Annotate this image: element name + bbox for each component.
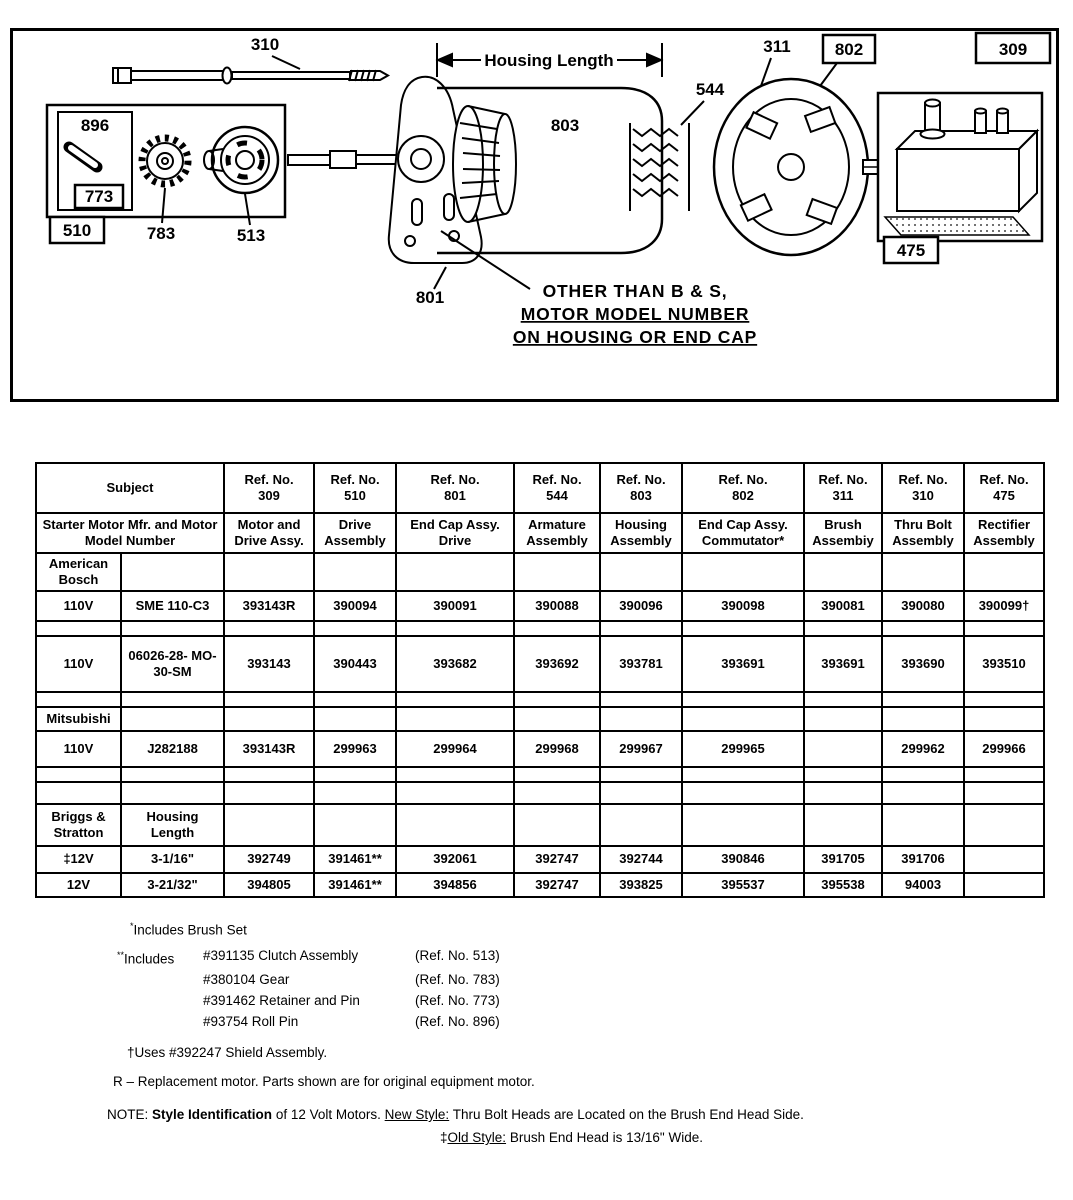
part-number-cell: 393143R [224, 591, 314, 621]
part-number-cell [964, 804, 1044, 846]
part-number-cell: 392744 [600, 846, 682, 873]
label-housing-length: Housing Length [484, 51, 614, 70]
row-model: 3-1/16" [121, 846, 224, 873]
label-310: 310 [250, 35, 280, 54]
row-label [36, 782, 121, 804]
column-ref-label: Ref. No. [718, 471, 768, 487]
row-label [36, 767, 121, 782]
footnote-include-row [117, 1011, 1045, 1032]
footnote-part: #380104 Gear [203, 972, 290, 987]
part-number-cell [682, 707, 804, 731]
part-number-cell: 393691 [804, 636, 882, 692]
column-header [804, 463, 882, 513]
part-number-cell: 390846 [682, 846, 804, 873]
part-number-cell [804, 553, 882, 591]
part-number-cell [514, 804, 600, 846]
part-number-cell [224, 707, 314, 731]
part-number-cell [314, 692, 396, 707]
part-number-cell: 390443 [314, 636, 396, 692]
row-model [121, 692, 224, 707]
part-number-cell [224, 804, 314, 846]
part-number-cell: 94003 [882, 873, 964, 897]
part-number-cell [396, 804, 514, 846]
label-475: 475 [896, 241, 926, 260]
footnote-mark: ** [117, 949, 125, 960]
part-number-cell [882, 707, 964, 731]
diagram-note-line3: ON HOUSING OR END CAP [512, 327, 758, 347]
row-label: 12V [36, 873, 121, 897]
part-number-cell [882, 804, 964, 846]
part-number-cell: 393781 [600, 636, 682, 692]
column-ref-number: 309 [258, 488, 280, 503]
diagram-svg [13, 31, 1056, 399]
column-name-header: End Cap Assy. Commutator* [682, 513, 804, 553]
label-311: 311 [763, 37, 791, 56]
part-number-cell [600, 782, 682, 804]
part-number-cell [314, 621, 396, 636]
row-label [36, 692, 121, 707]
row-model [121, 707, 224, 731]
row-model [121, 553, 224, 591]
part-number-cell: 393143 [224, 636, 314, 692]
note-rest: Thru Bolt Heads are Located on the Brush End Head Side. [452, 1107, 804, 1122]
column-ref-label: Ref. No. [330, 471, 380, 487]
commutator-end-cap-drawing [714, 79, 885, 255]
note-bold: Style Identification [152, 1107, 273, 1122]
part-number-cell: 390094 [314, 591, 396, 621]
row-model [121, 782, 224, 804]
column-name-header: Brush Assembiy [804, 513, 882, 553]
part-number-cell [882, 767, 964, 782]
part-number-cell [600, 692, 682, 707]
row-model [121, 621, 224, 636]
part-number-cell [396, 621, 514, 636]
part-number-cell: 390080 [882, 591, 964, 621]
note2-old-style: Old Style: [447, 1130, 507, 1145]
part-number-cell: 395537 [682, 873, 804, 897]
thru-bolt-drawing [113, 68, 388, 84]
row-model: 06026-28- MO-30-SM [121, 636, 224, 692]
subject-header: Subject [36, 463, 224, 513]
part-number-cell [396, 692, 514, 707]
style-identification-note [107, 1104, 1045, 1125]
column-header [314, 463, 396, 513]
drive-assembly-inset [47, 105, 285, 245]
part-number-cell: 299962 [882, 731, 964, 767]
row-model: 3-21/32" [121, 873, 224, 897]
footnote-ref: (Ref. No. 773) [415, 993, 500, 1008]
part-number-cell [600, 553, 682, 591]
part-number-cell [804, 621, 882, 636]
column-ref-label: Ref. No. [898, 471, 948, 487]
part-number-cell [682, 692, 804, 707]
part-number-cell: 390099† [964, 591, 1044, 621]
part-number-cell [314, 553, 396, 591]
parts-table-body [36, 553, 1044, 897]
label-783: 783 [146, 224, 176, 243]
column-header [882, 463, 964, 513]
part-number-cell: 394856 [396, 873, 514, 897]
part-number-cell [224, 782, 314, 804]
parts-table-head [36, 463, 1044, 553]
column-ref-number: 310 [912, 488, 934, 503]
part-number-cell [682, 621, 804, 636]
row-label: American Bosch [36, 553, 121, 591]
column-ref-label: Ref. No. [244, 471, 294, 487]
part-number-cell [804, 804, 882, 846]
note-mid: of 12 Volt Motors. [275, 1107, 381, 1122]
part-number-cell: 392747 [514, 873, 600, 897]
part-number-cell [600, 804, 682, 846]
footnote-text: Includes Brush Set [133, 922, 247, 938]
part-number-cell: 299966 [964, 731, 1044, 767]
label-510: 510 [62, 221, 92, 240]
footnote-ref: (Ref. No. 896) [415, 1014, 500, 1029]
footnote-include-row [117, 945, 1045, 970]
part-number-cell: 390091 [396, 591, 514, 621]
column-ref-label: Ref. No. [979, 471, 1029, 487]
footnote-ref: (Ref. No. 783) [415, 972, 500, 987]
column-header [224, 463, 314, 513]
part-number-cell: 299968 [514, 731, 600, 767]
part-number-cell [514, 782, 600, 804]
part-number-cell: 393692 [514, 636, 600, 692]
part-number-cell [600, 707, 682, 731]
column-header [396, 463, 514, 513]
row-model: Housing Length [121, 804, 224, 846]
footnote-include-row [117, 990, 1045, 1011]
part-number-cell: 393690 [882, 636, 964, 692]
armature-coils-drawing [630, 123, 689, 211]
column-ref-number: 311 [832, 488, 854, 503]
footnote-part: #391135 Clutch Assembly [203, 947, 359, 963]
label-544: 544 [695, 80, 725, 99]
column-name-header: Rectifier Assembly [964, 513, 1044, 553]
part-number-cell: 394805 [224, 873, 314, 897]
part-number-cell: 392749 [224, 846, 314, 873]
part-number-cell: 393143R [224, 731, 314, 767]
part-number-cell [514, 692, 600, 707]
footnote-includes-block [117, 945, 1045, 1033]
footnote-part: #391462 Retainer and Pin [203, 993, 360, 1008]
part-number-cell [682, 767, 804, 782]
row-model: J282188 [121, 731, 224, 767]
column-ref-number: 801 [444, 488, 466, 503]
part-number-cell [804, 707, 882, 731]
diagram-note-line1: OTHER THAN B & S, [542, 281, 728, 301]
part-number-cell [964, 692, 1044, 707]
part-number-cell: 299965 [682, 731, 804, 767]
column-name-header: Housing Assembly [600, 513, 682, 553]
part-number-cell [514, 707, 600, 731]
part-number-cell [804, 692, 882, 707]
row-label: 110V [36, 591, 121, 621]
part-number-cell [396, 553, 514, 591]
part-number-cell [682, 782, 804, 804]
armature-fan-drawing [453, 106, 516, 222]
row-label: Mitsubishi [36, 707, 121, 731]
part-number-cell [314, 707, 396, 731]
column-ref-number: 544 [546, 488, 568, 503]
label-773: 773 [84, 187, 114, 206]
part-number-cell: 390088 [514, 591, 600, 621]
part-number-cell: 299964 [396, 731, 514, 767]
column-name-header: End Cap Assy. Drive [396, 513, 514, 553]
part-number-cell: 391461** [314, 873, 396, 897]
part-number-cell: 390096 [600, 591, 682, 621]
part-number-cell [882, 621, 964, 636]
part-number-cell [682, 804, 804, 846]
part-number-cell [514, 553, 600, 591]
column-ref-label: Ref. No. [430, 471, 480, 487]
row-label: 110V [36, 731, 121, 767]
row-model: SME 110-C3 [121, 591, 224, 621]
note-prefix: NOTE: [107, 1107, 149, 1122]
label-803: 803 [550, 116, 580, 135]
part-number-cell [396, 782, 514, 804]
part-number-cell [224, 692, 314, 707]
label-309: 309 [998, 40, 1028, 59]
label-513: 513 [236, 226, 266, 245]
footnote-mark: * [130, 921, 134, 931]
row-label [36, 621, 121, 636]
part-number-cell: 390081 [804, 591, 882, 621]
label-802: 802 [834, 40, 864, 59]
column-ref-number: 803 [630, 488, 652, 503]
footnote-shield: †Uses #392247 Shield Assembly. [127, 1045, 328, 1060]
part-number-cell: 392061 [396, 846, 514, 873]
column-header [964, 463, 1044, 513]
label-801: 801 [415, 288, 445, 307]
diagram-note-line2: MOTOR MODEL NUMBER [520, 304, 750, 324]
note2-mark: ‡ [440, 1130, 448, 1145]
part-number-cell [396, 767, 514, 782]
column-name-header: Motor and Drive Assy. [224, 513, 314, 553]
row-label: Briggs & Stratton [36, 804, 121, 846]
note-new-style: New Style: [384, 1107, 450, 1122]
column-ref-label: Ref. No. [532, 471, 582, 487]
part-number-cell [514, 621, 600, 636]
part-number-cell: 393825 [600, 873, 682, 897]
part-number-cell: 392747 [514, 846, 600, 873]
part-number-cell [600, 767, 682, 782]
part-number-cell [224, 553, 314, 591]
part-number-cell [964, 873, 1044, 897]
part-number-cell [964, 767, 1044, 782]
part-number-cell: 391705 [804, 846, 882, 873]
part-number-cell [964, 782, 1044, 804]
part-number-cell: 299963 [314, 731, 396, 767]
column-header [600, 463, 682, 513]
part-number-cell: 391706 [882, 846, 964, 873]
footnote-include-row [117, 969, 1045, 990]
part-number-cell [224, 621, 314, 636]
footnote-include-prefix [117, 945, 203, 970]
footnotes [35, 916, 1045, 1148]
subject-subheader: Starter Motor Mfr. and Motor Model Number [36, 513, 224, 553]
parts-table [35, 462, 1045, 898]
exploded-parts-diagram [10, 28, 1059, 402]
footnote-brush-set [130, 916, 1045, 941]
part-number-cell [882, 782, 964, 804]
part-number-cell: 393510 [964, 636, 1044, 692]
part-number-cell [964, 553, 1044, 591]
part-number-cell [682, 553, 804, 591]
part-number-cell: 391461** [314, 846, 396, 873]
part-number-cell [964, 621, 1044, 636]
part-number-cell [964, 846, 1044, 873]
part-number-cell [804, 731, 882, 767]
part-number-cell [804, 782, 882, 804]
row-model [121, 767, 224, 782]
note2-rest: Brush End Head is 13/16" Wide. [509, 1130, 703, 1145]
row-label: 110V [36, 636, 121, 692]
column-ref-number: 475 [993, 488, 1015, 503]
footnote-text: Includes [124, 951, 175, 966]
old-style-note [440, 1127, 1045, 1148]
row-label: ‡12V [36, 846, 121, 873]
footnote-ref: (Ref. No. 513) [415, 947, 500, 963]
part-number-cell [224, 767, 314, 782]
column-name-header: Drive Assembly [314, 513, 396, 553]
part-number-cell: 299967 [600, 731, 682, 767]
part-number-cell: 393691 [682, 636, 804, 692]
part-number-cell [314, 804, 396, 846]
label-896: 896 [80, 116, 110, 135]
column-name-header: Armature Assembly [514, 513, 600, 553]
column-ref-label: Ref. No. [616, 471, 666, 487]
column-name-header: Thru Bolt Assembly [882, 513, 964, 553]
column-header [682, 463, 804, 513]
part-number-cell: 395538 [804, 873, 882, 897]
column-ref-number: 510 [344, 488, 366, 503]
column-ref-label: Ref. No. [818, 471, 868, 487]
part-number-cell [314, 782, 396, 804]
part-number-cell [964, 707, 1044, 731]
part-number-cell: 393682 [396, 636, 514, 692]
part-number-cell [514, 767, 600, 782]
part-number-cell: 390098 [682, 591, 804, 621]
part-number-cell [882, 553, 964, 591]
column-header [514, 463, 600, 513]
rectifier-drawing [878, 93, 1042, 241]
part-number-cell [882, 692, 964, 707]
footnote-part: #93754 Roll Pin [203, 1014, 299, 1029]
column-ref-number: 802 [732, 488, 754, 503]
part-number-cell [600, 621, 682, 636]
part-number-cell [396, 707, 514, 731]
part-number-cell [804, 767, 882, 782]
part-number-cell [314, 767, 396, 782]
footnote-replacement: R – Replacement motor. Parts shown are for original equipment motor. [113, 1074, 535, 1089]
